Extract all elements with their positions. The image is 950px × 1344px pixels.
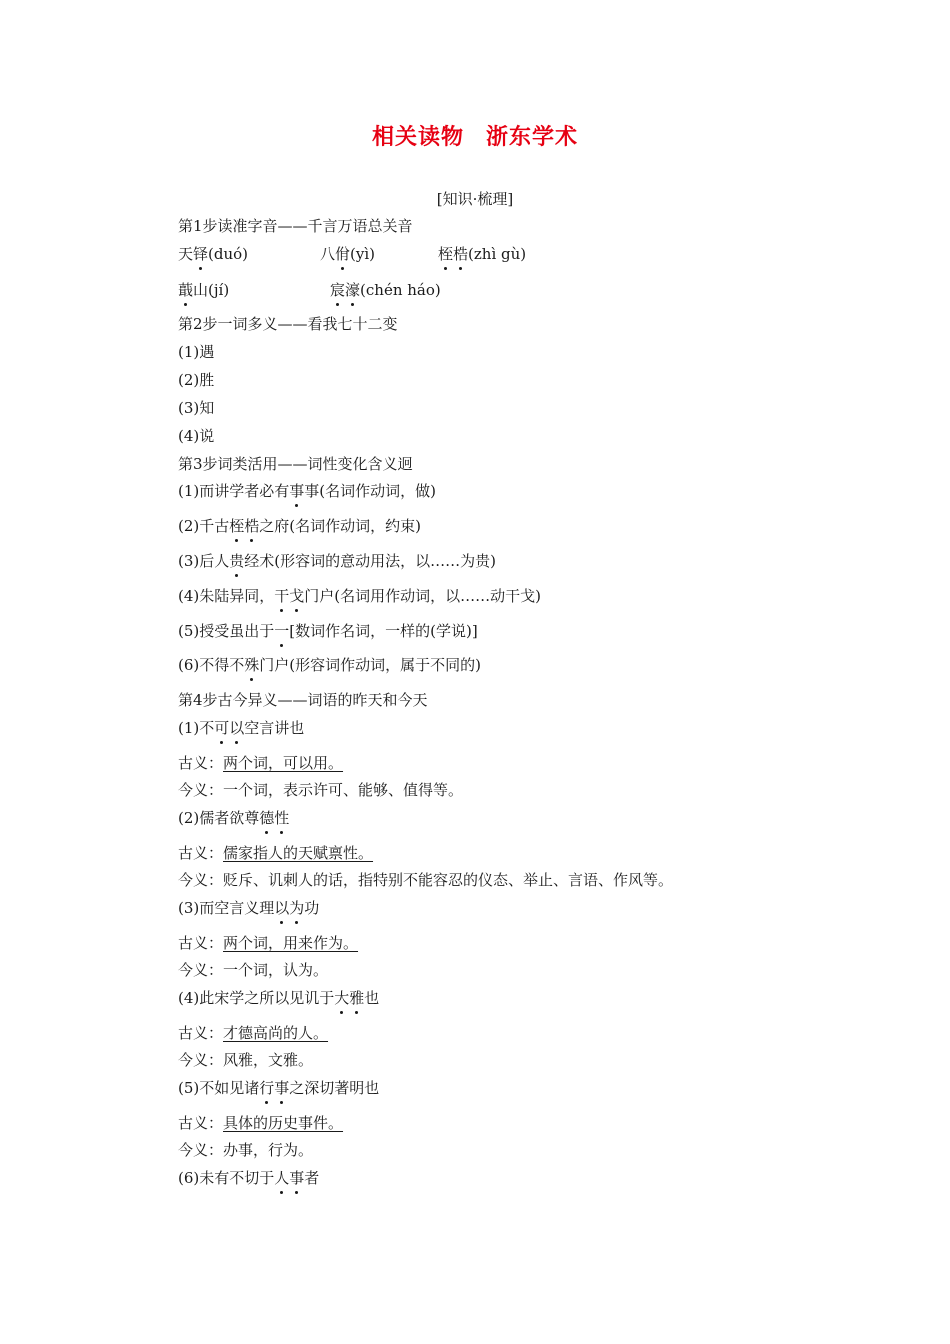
emphasis-dot-text: 宸濠: [330, 281, 361, 299]
ancient-meaning: 古义：两个词，可以用。: [178, 754, 344, 772]
step2-heading: 第2步一词多义——看我七十二变: [178, 315, 398, 333]
pinyin-item: 八佾(yì): [320, 245, 376, 263]
emphasis-dot-text: 事: [289, 482, 305, 500]
word-usage-item: (4)朱陆异同，干戈门户(名词用作动词，以……动干戈): [178, 587, 541, 605]
emphasis-dot-text: 可以: [214, 719, 245, 737]
polysemy-item: (4)说: [178, 427, 215, 445]
polysemy-item: (1)遇: [178, 343, 215, 361]
page-title: 相关读物 浙东学术: [371, 125, 579, 150]
emphasis-dot-text: 铎: [193, 245, 209, 263]
emphasis-dot-text: 人事: [274, 1169, 305, 1187]
word-usage-item: (2)千古桎梏之府(名词作动词，约束): [178, 517, 421, 535]
polysemy-item: (2)胜: [178, 371, 215, 389]
emphasis-dot-text: 行事: [259, 1079, 290, 1097]
word-usage-item: (1)而讲学者必有事事(名词作动词，做): [178, 482, 436, 500]
emphasis-dot-text: 桎梏: [229, 517, 260, 535]
emphasis-dot-text: 佾: [335, 245, 351, 263]
section-header: [知识·梳理]: [436, 190, 514, 208]
pinyin-item: 天铎(duó): [178, 245, 249, 263]
step3-heading: 第3步词类活用——词性变化含义迥: [178, 455, 413, 473]
modern-meaning: 今义：办事，行为。: [178, 1141, 314, 1159]
pinyin-item: 桎梏(zhì gù): [438, 245, 527, 263]
emphasis-dot-text: 以为: [274, 899, 305, 917]
emphasis-dot-text: 德性: [259, 809, 290, 827]
ancient-modern-item: (6)未有不切于人事者: [178, 1169, 320, 1187]
polysemy-item: (3)知: [178, 399, 215, 417]
modern-meaning: 今义：一个词，认为。: [178, 961, 329, 979]
modern-meaning: 今义：贬斥、讥刺人的话，指特别不能容忍的仪态、举止、言语、作风等。: [178, 871, 674, 889]
word-usage-item: (5)授受虽出于一[数词作名词，一样的(学说)]: [178, 622, 478, 640]
pinyin-item: 蕺山(jí): [178, 281, 230, 299]
ancient-meaning: 古义：两个词，用来作为。: [178, 934, 359, 952]
emphasis-dot-text: 贵: [229, 552, 245, 570]
ancient-modern-item: (5)不如见诸行事之深切著明也: [178, 1079, 380, 1097]
step1-heading: 第1步读准字音——千言万语总关音: [178, 217, 413, 235]
ancient-meaning: 古义：才德高尚的人。: [178, 1024, 329, 1042]
modern-meaning: 今义：风雅，文雅。: [178, 1051, 314, 1069]
emphasis-dot-text: 干戈: [274, 587, 305, 605]
emphasis-dot-text: 殊: [244, 656, 260, 674]
emphasis-dot-text: 一: [274, 622, 290, 640]
step4-heading: 第4步古今异义——词语的昨天和今天: [178, 691, 428, 709]
ancient-modern-item: (3)而空言义理以为功: [178, 899, 320, 917]
ancient-modern-item: (1)不可以空言讲也: [178, 719, 305, 737]
ancient-modern-item: (4)此宋学之所以见讥于大雅也: [178, 989, 380, 1007]
emphasis-dot-text: 桎梏: [438, 245, 469, 263]
emphasis-dot-text: 蕺: [178, 281, 194, 299]
pinyin-item: 宸濠(chén háo): [330, 281, 441, 299]
ancient-meaning: 古义：具体的历史事件。: [178, 1114, 344, 1132]
ancient-meaning: 古义：儒家指人的天赋禀性。: [178, 844, 374, 862]
ancient-modern-item: (2)儒者欲尊德性: [178, 809, 290, 827]
word-usage-item: (3)后人贵经术(形容词的意动用法，以……为贵): [178, 552, 496, 570]
modern-meaning: 今义：一个词，表示许可、能够、值得等。: [178, 781, 464, 799]
word-usage-item: (6)不得不殊门户(形容词作动词，属于不同的): [178, 656, 481, 674]
emphasis-dot-text: 大雅: [334, 989, 365, 1007]
